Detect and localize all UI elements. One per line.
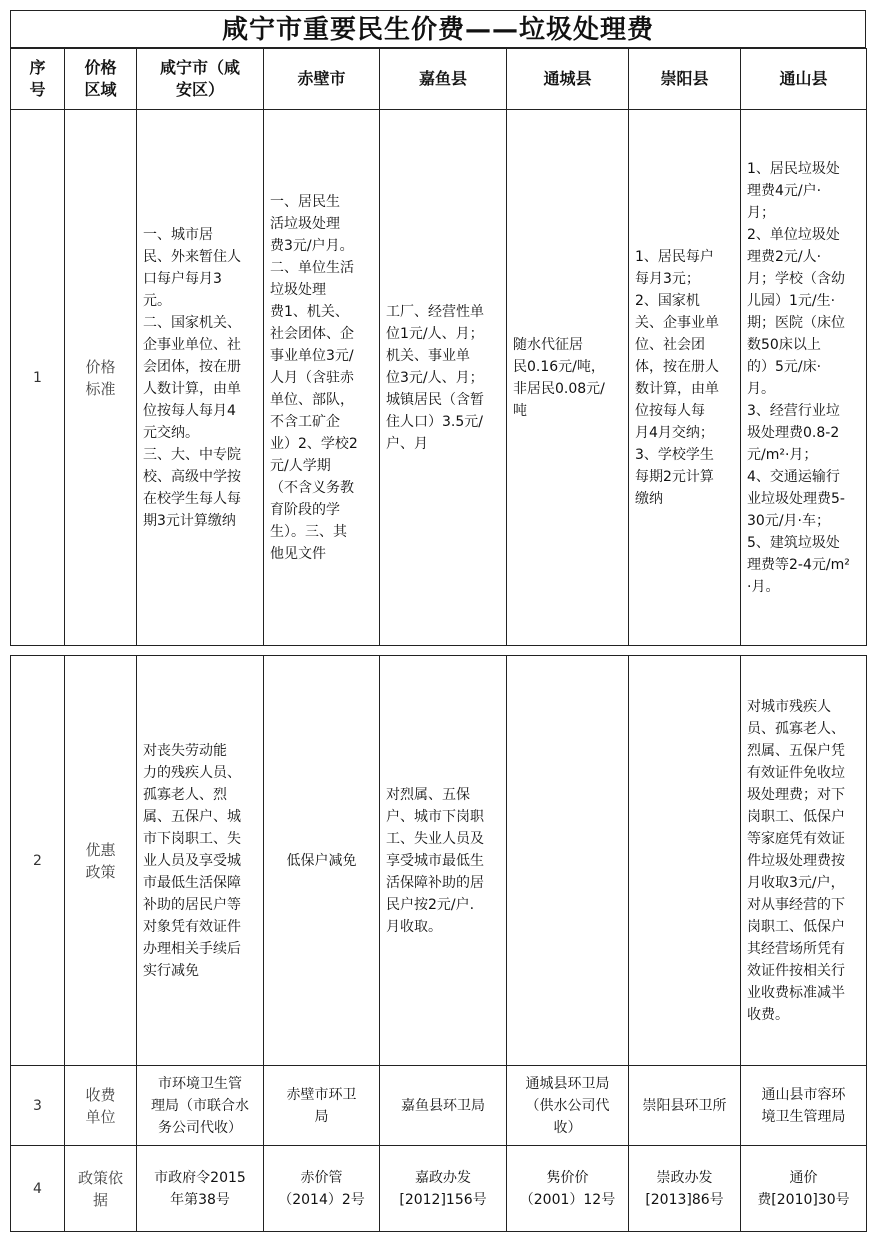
- header-row: [11, 49, 867, 110]
- row-seq: 3: [11, 1066, 65, 1146]
- table-row: [11, 1066, 867, 1146]
- cell-chongyang: 崇政办发 [2013]86号: [629, 1146, 741, 1232]
- fee-table-upper: [10, 48, 867, 646]
- cell-tongcheng: 隽价价 （2001）12号: [507, 1146, 629, 1232]
- cell-chibi: 一、居民生 活垃圾处理 费3元/户月。 二、单位生活 垃圾处理 费1、机关、 社会团体、企 事业单位3元/ 人月（含驻赤 单位、部队， 不含工矿企 业）2、学校2 元/人学期 （不含义务教 育阶段的学 生）。三、其 他见文件: [264, 110, 380, 646]
- row-seq: 1: [11, 110, 65, 646]
- cell-tongcheng: [507, 656, 629, 1066]
- cell-tongshan: 对城市残疾人 员、孤寡老人、 烈属、五保户凭 有效证件免收垃 圾处理费；对下 岗职工、低保户 等家庭凭有效证 件垃圾处理费按 月收取3元/户， 对从事经营的下 岗职工、低保户 其经营场所凭有 效证件按相关行 业收费标准减半 收费。: [741, 656, 867, 1066]
- cell-jiayu: 工厂、经营性单 位1元/人、月； 机关、事业单 位3元/人、月； 城镇居民（含暂 住人口）3.5元/ 户、月: [380, 110, 507, 646]
- cell-tongcheng: 通城县环卫局 （供水公司代 收）: [507, 1066, 629, 1146]
- fee-table-lower: [10, 655, 867, 1232]
- header-jiayu: 嘉鱼县: [380, 49, 507, 110]
- header-chongyang: 崇阳县: [629, 49, 741, 110]
- cell-xianning: 市政府令2015 年第38号: [137, 1146, 264, 1232]
- document-title: 咸宁市重要民生价费——垃圾处理费: [10, 10, 866, 48]
- row-seq: 4: [11, 1146, 65, 1232]
- cell-chibi: 赤壁市环卫 局: [264, 1066, 380, 1146]
- cell-xianning: 对丧失劳动能 力的残疾人员、 孤寡老人、烈 属、五保户、城 市下岗职工、失 业人员及享受城 市最低生活保障 补助的居民户等 对象凭有效证件 办理相关手续后 实行减免: [137, 656, 264, 1066]
- cell-chongyang: [629, 656, 741, 1066]
- cell-chongyang: 1、居民每户 每月3元； 2、国家机 关、企事业单 位、社会团 体，按在册人 数计算，由单 位按每人每 月4月交纳； 3、学校学生 每期2元计算 缴纳: [629, 110, 741, 646]
- cell-xianning: 市环境卫生管 理局（市联合水 务公司代收）: [137, 1066, 264, 1146]
- cell-jiayu: 对烈属、五保 户、城市下岗职 工、失业人员及 享受城市最低生 活保障补助的居 民户按2元/户. 月收取。: [380, 656, 507, 1066]
- header-tongcheng: 通城县: [507, 49, 629, 110]
- cell-xianning: 一、城市居 民、外来暂住人 口每户每月3 元。 二、国家机关、 企事业单位、社 会团体，按在册 人数计算，由单 位按每人每月4 元交纳。 三、大、中专院 校、高级中学按 在校学生每人每 期3元计算缴纳: [137, 110, 264, 646]
- header-chibi: 赤壁市: [264, 49, 380, 110]
- row-label: 收费 单位: [65, 1066, 137, 1146]
- cell-tongshan: 通价 费[2010]30号: [741, 1146, 867, 1232]
- cell-tongcheng: 随水代征居 民0.16元/吨， 非居民0.08元/ 吨: [507, 110, 629, 646]
- cell-jiayu: 嘉鱼县环卫局: [380, 1066, 507, 1146]
- header-tongshan: 通山县: [741, 49, 867, 110]
- table-row: [11, 1146, 867, 1232]
- row-seq: 2: [11, 656, 65, 1066]
- cell-jiayu: 嘉政办发 [2012]156号: [380, 1146, 507, 1232]
- table-row: [11, 656, 867, 1066]
- cell-chibi: 低保户减免: [264, 656, 380, 1066]
- cell-chongyang: 崇阳县环卫所: [629, 1066, 741, 1146]
- cell-chibi: 赤价管 （2014）2号: [264, 1146, 380, 1232]
- table-row: [11, 110, 867, 646]
- row-label: 政策依 据: [65, 1146, 137, 1232]
- cell-tongshan: 1、居民垃圾处 理费4元/户· 月； 2、单位垃圾处 理费2元/人· 月；学校（含幼 儿园）1元/生· 期；医院（床位 数50床以上 的）5元/床· 月。 3、经营行业垃 圾处理费0.8-2 元/m²·月； 4、交通运输行 业垃圾处理费5- 30元/月·车； 5、建筑垃圾处 理费等2-4元/m² ·月。: [741, 110, 867, 646]
- cell-tongshan: 通山县市容环 境卫生管理局: [741, 1066, 867, 1146]
- row-label: 优惠 政策: [65, 656, 137, 1066]
- header-region: 价格 区域: [65, 49, 137, 110]
- header-xianning: 咸宁市（咸 安区）: [137, 49, 264, 110]
- row-label: 价格 标准: [65, 110, 137, 646]
- header-seq: 序 号: [11, 49, 65, 110]
